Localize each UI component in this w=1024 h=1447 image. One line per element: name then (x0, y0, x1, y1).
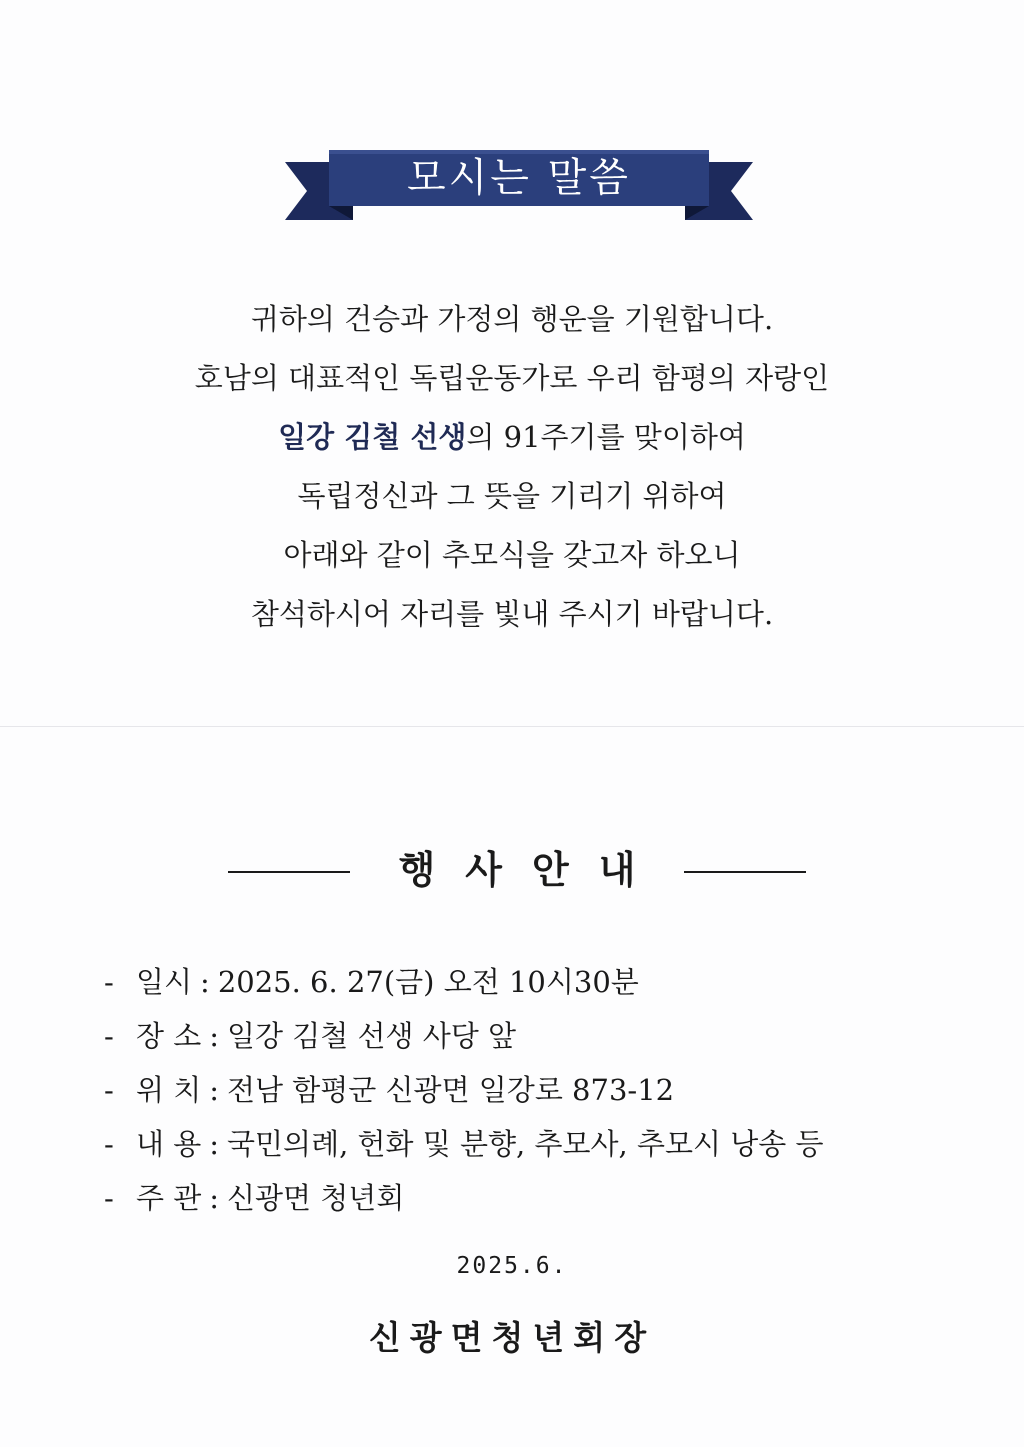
detail-colon: : (209, 1073, 220, 1107)
greeting-line: 귀하의 건승과 가정의 행운을 기원합니다. (250, 302, 774, 336)
greeting-line: 아래와 같이 추모식을 갖고자 하오니 (283, 538, 741, 572)
detail-label: 장 소 (136, 1019, 202, 1053)
event-details-list (104, 955, 984, 1225)
detail-item (104, 955, 984, 1009)
detail-value: 국민의례, 헌화 및 분향, 추모사, 추모시 낭송 등 (227, 1127, 824, 1161)
heading-rule-left (228, 871, 350, 873)
detail-item (104, 1171, 984, 1225)
detail-dash: - (104, 1181, 114, 1215)
detail-dash: - (104, 1019, 114, 1053)
detail-colon: : (200, 965, 210, 999)
greeting-message (0, 290, 1024, 644)
detail-value: 신광면 청년회 (227, 1181, 405, 1215)
detail-value: 일강 김철 선생 사당 앞 (227, 1019, 517, 1053)
detail-label: 위 치 (136, 1073, 202, 1107)
detail-value: 2025. 6. 27(금) 오전 10시30분 (217, 965, 639, 999)
detail-label: 일시 (136, 965, 193, 999)
detail-dash: - (104, 965, 114, 999)
detail-item (104, 1063, 984, 1117)
event-title: 행사안내 (398, 848, 666, 892)
issue-date: 2025.6. (456, 1253, 568, 1279)
greeting-text: 의 91주기를 맞이하여 (466, 420, 746, 454)
detail-label: 내 용 (136, 1127, 202, 1161)
greeting-line: 독립정신과 그 뜻을 기리기 위하여 (297, 479, 727, 513)
fold-line (0, 726, 1024, 727)
detail-colon: : (209, 1019, 220, 1053)
detail-colon: : (209, 1127, 220, 1161)
honoree-name: 일강 김철 선생 (278, 420, 467, 454)
heading-rule-right (684, 871, 806, 873)
detail-item (104, 1009, 984, 1063)
greeting-line: 호남의 대표적인 독립운동가로 우리 함평의 자랑인 (194, 361, 830, 395)
detail-value: 전남 함평군 신광면 일강로 873-12 (227, 1073, 675, 1107)
signature: 신광면청년회장 (368, 1318, 656, 1357)
greeting-line-honoree (0, 408, 1024, 467)
title-ribbon (285, 148, 753, 224)
detail-label: 주 관 (136, 1181, 202, 1215)
detail-colon: : (209, 1181, 220, 1215)
detail-item (104, 1117, 984, 1171)
greeting-line: 참석하시어 자리를 빛내 주시기 바랍니다. (250, 597, 774, 631)
detail-dash: - (104, 1073, 114, 1107)
event-section-heading (228, 840, 806, 900)
banner-title: 모시는 말씀 (407, 155, 631, 201)
detail-dash: - (104, 1127, 114, 1161)
